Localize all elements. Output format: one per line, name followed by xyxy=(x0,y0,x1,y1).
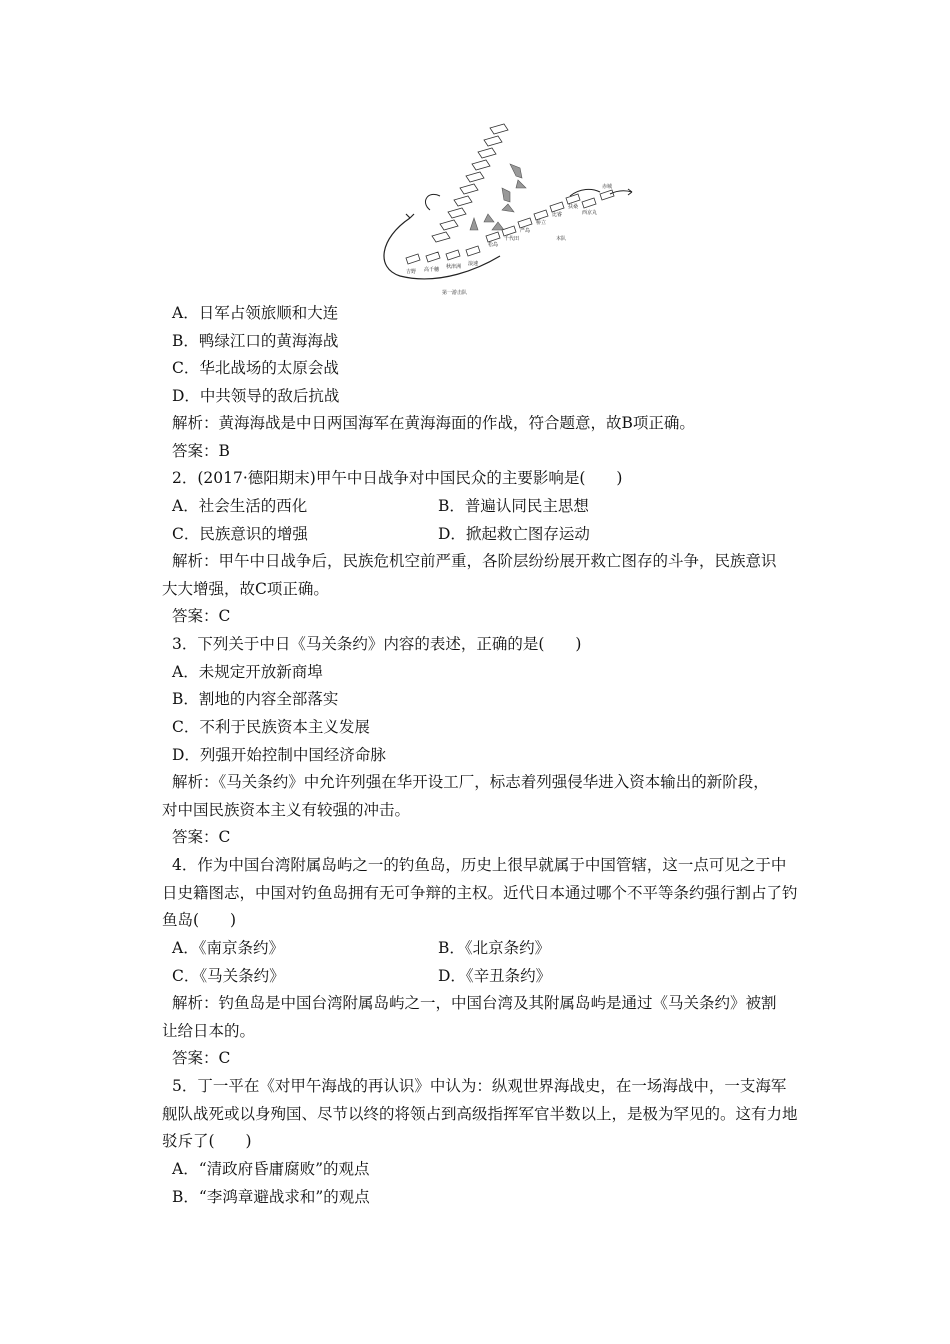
q2-option-d: D．掀起救亡图存运动 xyxy=(438,525,590,543)
ship-label-chiyoda: 千代田 xyxy=(504,236,520,242)
ship-label-yoshino: 吉野 xyxy=(406,269,417,275)
q3-option-c: C．不利于民族资本主义发展 xyxy=(172,718,370,736)
q5-stem-line3: 驳斥了( ) xyxy=(162,1132,252,1150)
q3-option-b: B．割地的内容全部落实 xyxy=(172,690,339,708)
q4-analysis-line2: 让给日本的。 xyxy=(162,1022,256,1040)
ship-label-akitsushima: 秋津洲 xyxy=(446,264,462,270)
q1-option-a: A．日军占领旅顺和大连 xyxy=(172,304,339,322)
ship-label-hashidate: 桥立 xyxy=(536,220,547,226)
q1-option-d: D．中共领导的敌后抗战 xyxy=(172,387,340,405)
q5-stem-line2: 舰队战死或以身殉国、尽节以终的将领占到高级指挥军官半数以上，是极为罕见的。这有力地 xyxy=(162,1105,798,1123)
q3-stem: 3．下列关于中日《马关条约》内容的表述，正确的是( ) xyxy=(172,635,582,653)
ship-label-itsukushima: 严岛 xyxy=(520,228,531,234)
q4-option-b: B．《北京条约》 xyxy=(438,939,551,957)
q4-option-c: C．《马关条约》 xyxy=(172,967,285,985)
battle-map-svg xyxy=(370,118,640,300)
q3-option-d: D．列强开始控制中国经济命脉 xyxy=(172,746,386,764)
main-fleet-label: 本队 xyxy=(556,236,567,242)
q2-stem: 2．(2017·德阳期末)甲午中日战争对中国民众的主要影响是( ) xyxy=(172,469,623,487)
q1-answer: 答案：B xyxy=(172,442,230,460)
q3-answer: 答案：C xyxy=(172,828,231,846)
q3-analysis-line1: 解析：《马关条约》中允许列强在华开设工厂，标志着列强侵华进入资本输出的新阶段， xyxy=(172,773,769,791)
q4-stem-line2: 日史籍图志，中国对钓鱼岛拥有无可争辩的主权。近代日本通过哪个不平等条约强行割占了钓 xyxy=(162,884,798,902)
ship-label-matsushima: 松岛 xyxy=(488,242,499,248)
q4-option-a: A．《南京条约》 xyxy=(172,939,284,957)
q2-option-b: B．普遍认同民主思想 xyxy=(438,497,589,515)
q2-option-c: C．民族意识的增强 xyxy=(172,525,308,543)
q2-analysis-line1: 解析：甲午中日战争后，民族危机空前严重，各阶层纷纷展开救亡图存的斗争，民族意识 xyxy=(172,552,777,570)
q3-analysis-line2: 对中国民族资本主义有较强的冲击。 xyxy=(162,801,411,819)
ship-label-saikyomaru: 西京丸 xyxy=(582,210,598,216)
q5-stem-line1: 5．丁一平在《对甲午海战的再认识》中认为：纵观世界海战史，在一场海战中，一支海军 xyxy=(172,1077,787,1095)
q4-answer: 答案：C xyxy=(172,1049,231,1067)
ship-label-naniwa: 浪速 xyxy=(468,261,479,267)
q4-analysis-line1: 解析：钓鱼岛是中国台湾附属岛屿之一，中国台湾及其附属岛屿是通过《马关条约》被割 xyxy=(172,994,777,1012)
naval-battle-diagram xyxy=(370,118,640,300)
q4-stem-line1: 4．作为中国台湾附属岛屿之一的钓鱼岛，历史上很早就属于中国管辖，这一点可见之于中 xyxy=(172,856,787,874)
q1-analysis: 解析：黄海海战是中日两国海军在黄海海面的作战，符合题意，故B项正确。 xyxy=(172,414,695,432)
ship-label-takachiho: 高千穗 xyxy=(424,267,440,273)
ship-label-fuso: 扶桑 xyxy=(568,204,579,210)
q2-answer: 答案：C xyxy=(172,607,231,625)
q2-option-a: A．社会生活的西化 xyxy=(172,497,308,515)
ship-label-hiei: 比睿 xyxy=(552,212,563,218)
q4-option-d: D．《辛丑条约》 xyxy=(438,967,552,985)
flying-squadron-label: 第一游击队 xyxy=(442,290,468,296)
q5-option-a: A．“清政府昏庸腐败”的观点 xyxy=(172,1160,370,1178)
q2-analysis-line2: 大大增强，故C项正确。 xyxy=(162,580,329,598)
q5-option-b: B．“李鸿章避战求和”的观点 xyxy=(172,1188,370,1206)
q1-option-b: B．鸭绿江口的黄海海战 xyxy=(172,332,339,350)
ship-label-akagi: 赤城 xyxy=(602,184,613,190)
q1-option-c: C．华北战场的太原会战 xyxy=(172,359,339,377)
q3-option-a: A．未规定开放新商埠 xyxy=(172,663,323,681)
q4-stem-line3: 鱼岛( ) xyxy=(162,911,237,929)
